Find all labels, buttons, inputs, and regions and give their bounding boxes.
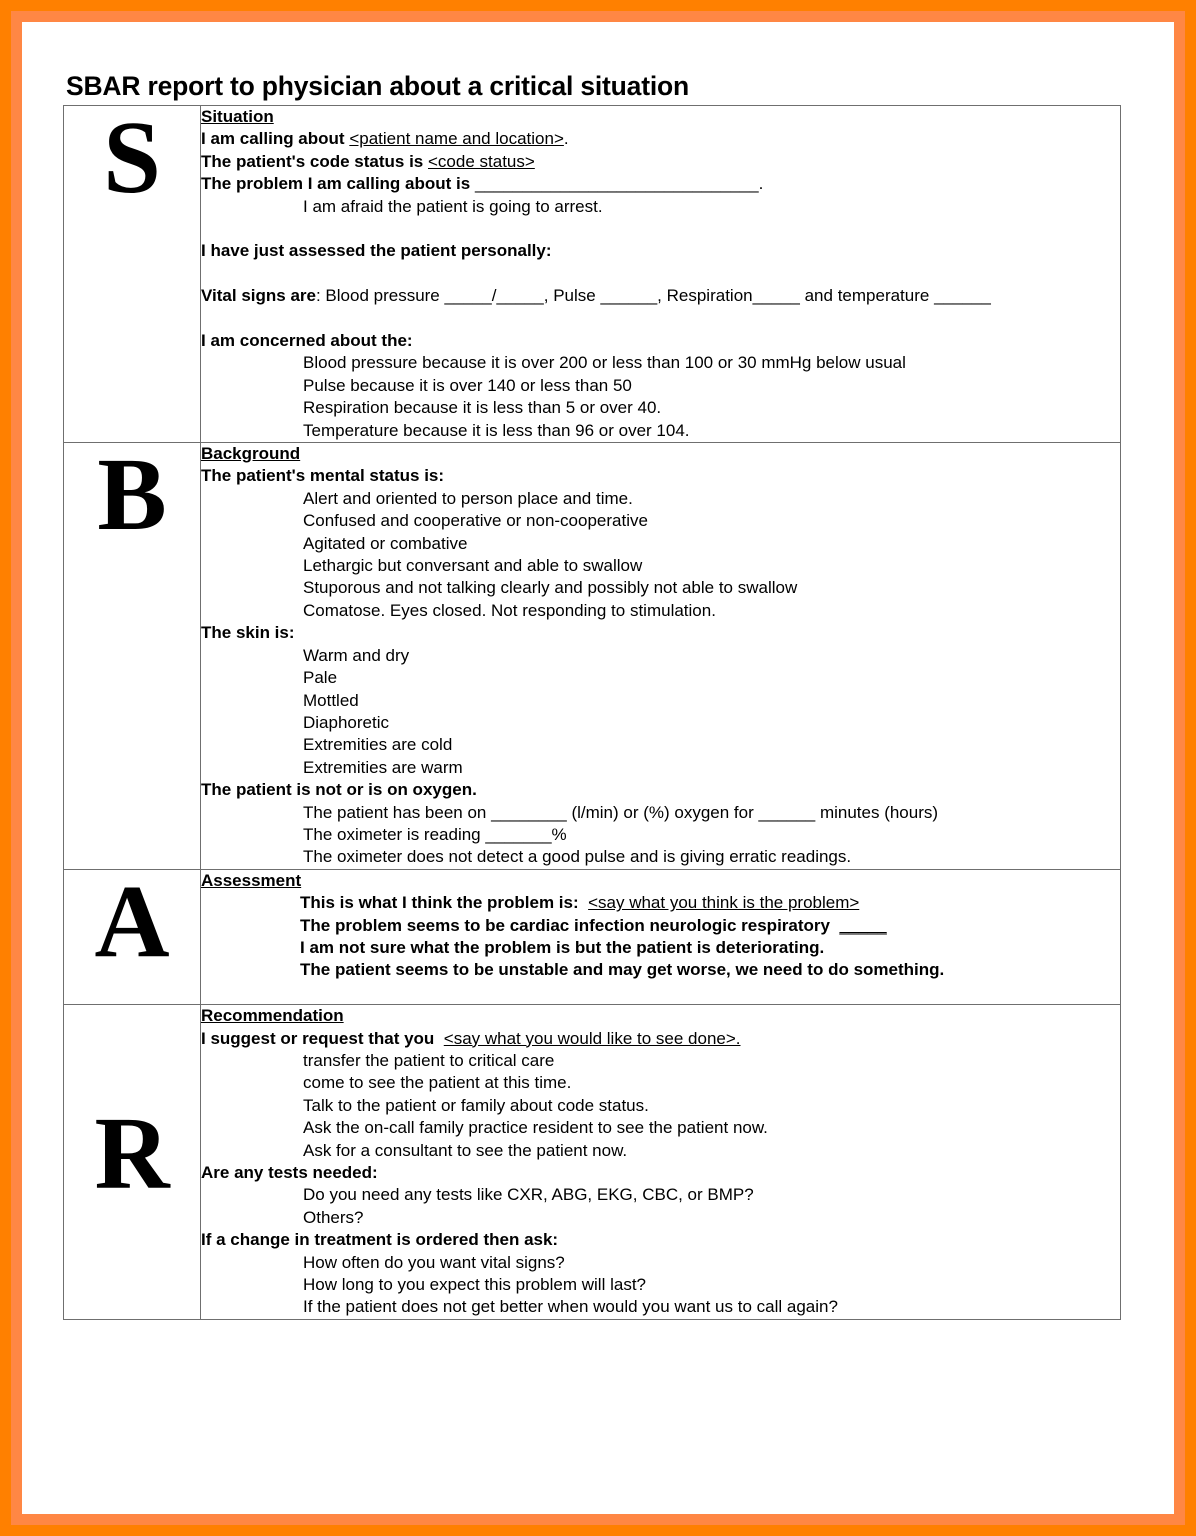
recommendation-change-item-2: If the patient does not get better when would you want us to call again? (303, 1297, 838, 1317)
background-mental-item-1: Confused and cooperative or non-cooperative (303, 511, 648, 531)
situation-concern-temperature: Temperature because it is less than 96 or over 104. (303, 420, 690, 440)
situation-vital-signs-fields: : Blood pressure _____/_____, Pulse ______, Respiration_____ and temperature ______ (315, 286, 991, 306)
background-letter-cell (64, 437, 201, 870)
situation-concern-respiration: Respiration because it is less than 5 or over 40. (303, 398, 662, 418)
situation-problem (201, 173, 1120, 195)
assessment-problem-category-label: The problem seems to be cardiac infection neurologic respiratory (300, 915, 830, 935)
recommendation-item-2: Talk to the patient or family about code status. (303, 1095, 649, 1115)
spacer (201, 263, 1120, 285)
situation-letter-cell (64, 100, 201, 443)
recommendation-letter-cell (64, 1005, 201, 1320)
table-row-assessment (64, 869, 1121, 1004)
letter-s: S (103, 100, 161, 215)
situation-calling-about (201, 128, 1120, 150)
situation-code-status-field: <code status> (428, 151, 535, 171)
situation-vital-signs (201, 285, 1120, 307)
assessment-think-problem-label: This is what I think the problem is: (300, 893, 579, 913)
background-skin-item-2: Mottled (303, 690, 359, 710)
spacer (201, 982, 1120, 1004)
situation-concern-pulse: Pulse because it is over 140 or less than 50 (303, 375, 632, 395)
situation-assessed-personally: I have just assessed the patient personally: (201, 241, 552, 261)
situation-problem-blank: ______________________________ (474, 174, 759, 194)
background-oxygen-item-0: The patient has been on ________ (l/min) or (%) oxygen for ______ minutes (hours) (303, 802, 939, 822)
table-row-background (64, 443, 1121, 870)
recommendation-tests-item-0: Do you need any tests like CXR, ABG, EKG, CBC, or BMP? (303, 1185, 754, 1205)
background-mental-item-0: Alert and oriented to person place and time. (303, 488, 633, 508)
background-body (201, 443, 1121, 870)
situation-code-status-label: The patient's code status is (201, 151, 424, 171)
situation-arrest-note: I am afraid the patient is going to arrest. (303, 196, 603, 216)
recommendation-suggest-line (201, 1028, 1120, 1050)
assessment-body (201, 869, 1121, 1004)
background-mental-status-label: The patient's mental status is: (201, 466, 445, 486)
situation-problem-label: The problem I am calling about is (201, 174, 471, 194)
assessment-problem-category-blank: _____ (839, 915, 887, 935)
background-skin-label: The skin is: (201, 623, 295, 643)
background-mental-item-4: Stuporous and not talking clearly and possibly not able to swallow (303, 578, 798, 598)
orange-inner-border (11, 11, 1185, 1525)
background-mental-item-5: Comatose. Eyes closed. Not responding to stimulation. (303, 600, 716, 620)
table-row-recommendation (64, 1005, 1121, 1320)
situation-code-status (201, 151, 1120, 173)
recommendation-item-1: come to see the patient at this time. (303, 1073, 572, 1093)
background-skin-item-0: Warm and dry (303, 645, 410, 665)
background-mental-item-3: Lethargic but conversant and able to swallow (303, 556, 643, 576)
letter-r: R (94, 1096, 170, 1212)
recommendation-suggest-label: I suggest or request that you (201, 1028, 435, 1048)
recommendation-heading: Recommendation (201, 1006, 344, 1026)
recommendation-request-field: <say what you would like to see done>. (443, 1028, 741, 1048)
situation-body (201, 106, 1121, 443)
recommendation-item-0: transfer the patient to critical care (303, 1051, 555, 1070)
assessment-think-problem (201, 892, 1120, 914)
page-title: SBAR report to physician about a critical situation (66, 71, 689, 101)
assessment-not-sure: I am not sure what the problem is but the patient is deteriorating. (300, 937, 825, 957)
recommendation-change-item-1: How long to you expect this problem will last? (303, 1275, 646, 1295)
background-skin-item-3: Diaphoretic (303, 712, 389, 732)
assessment-letter-cell (64, 863, 201, 1004)
recommendation-item-4: Ask for a consultant to see the patient now. (303, 1140, 628, 1160)
recommendation-change-label: If a change in treatment is ordered then ask: (201, 1230, 559, 1250)
assessment-problem-field: <say what you think is the problem> (588, 893, 860, 913)
assessment-heading: Assessment (201, 870, 302, 890)
recommendation-tests-item-1: Others? (303, 1207, 364, 1227)
situation-calling-about-label: I am calling about (201, 129, 345, 149)
background-oxygen-item-1: The oximeter is reading _______% (303, 824, 567, 844)
table-row-situation (64, 106, 1121, 443)
background-skin-item-5: Extremities are warm (303, 757, 463, 777)
assessment-unstable: The patient seems to be unstable and may get worse, we need to do something. (300, 960, 945, 980)
situation-patient-field: <patient name and location> (349, 129, 564, 149)
background-skin-item-4: Extremities are cold (303, 735, 453, 755)
assessment-problem-category (201, 915, 1120, 937)
situation-vital-signs-label: Vital signs are (201, 286, 316, 306)
background-oxygen-item-2: The oximeter does not detect a good pulse and is giving erratic readings. (303, 847, 852, 867)
letter-b: B (97, 437, 167, 553)
spacer (201, 308, 1120, 330)
background-mental-item-2: Agitated or combative (303, 533, 468, 553)
background-skin-item-1: Pale (303, 668, 338, 688)
background-heading: Background (201, 444, 301, 464)
situation-problem-period: . (758, 174, 764, 194)
recommendation-item-3: Ask the on-call family practice resident to see the patient now. (303, 1118, 768, 1138)
letter-a: A (94, 863, 170, 979)
background-oxygen-label: The patient is not or is on oxygen. (201, 780, 477, 800)
document-page (22, 22, 1174, 1514)
recommendation-tests-label: Are any tests needed: (201, 1163, 378, 1183)
situation-calling-about-period: . (563, 129, 569, 149)
spacer (201, 218, 1120, 240)
situation-heading: Situation (201, 107, 274, 126)
sbar-table (63, 100, 1121, 1320)
situation-concern-bp: Blood pressure because it is over 200 or less than 100 or 30 mmHg below usual (303, 353, 906, 373)
recommendation-change-item-0: How often do you want vital signs? (303, 1252, 565, 1272)
situation-concern-label: I am concerned about the: (201, 331, 413, 351)
recommendation-body (201, 1005, 1121, 1320)
